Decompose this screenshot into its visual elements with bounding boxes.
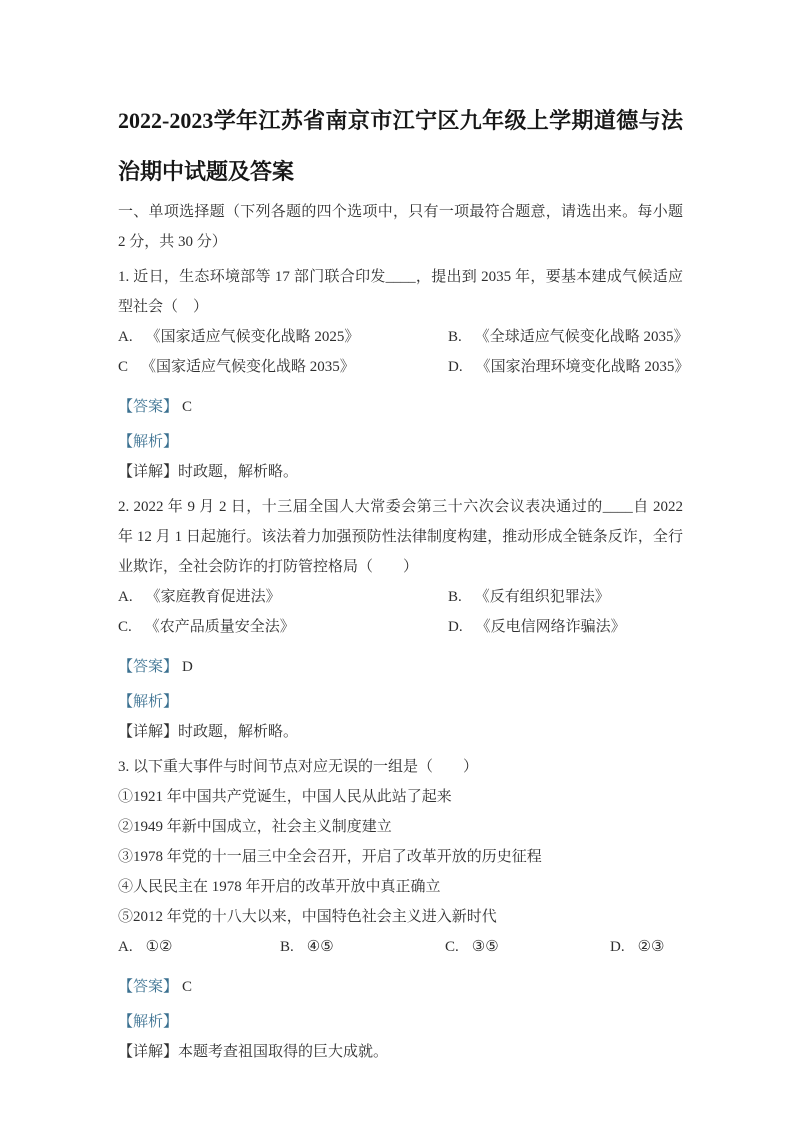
option-a [118, 582, 448, 612]
options-row [118, 932, 683, 962]
option-text: 《反电信网络诈骗法》 [475, 619, 626, 635]
option-text: 《农产品质量安全法》 [144, 619, 295, 635]
analysis-line [118, 687, 683, 717]
analysis-label: 【解析】 [118, 694, 179, 710]
analysis-line [118, 427, 683, 457]
statement-item-5: ⑤2012 年党的十八大以来，中国特色社会主义进入新时代 [118, 909, 497, 925]
analysis-label: 【解析】 [118, 434, 179, 450]
option-c [445, 932, 610, 962]
page-title: 2022-2023学年江苏省南京市江宁区九年级上学期道德与法治期中试题及答案 [118, 108, 683, 184]
option-key: A. [118, 589, 133, 605]
option-c [118, 612, 448, 642]
answer-value: C [182, 399, 193, 415]
option-c [118, 352, 448, 382]
detail-line [118, 1037, 683, 1067]
option-d [610, 932, 683, 962]
detail-label: 【详解】 [118, 1044, 179, 1060]
section-intro: 一、单项选择题（下列各题的四个选项中，只有一项最符合题意，请选出来。每小题 2 分，共 30 分） [118, 204, 683, 250]
question-stem: 3. 以下重大事件与时间节点对应无误的一组是（ ） [118, 759, 479, 775]
option-text: ③⑤ [471, 939, 499, 955]
option-text: 《反有组织犯罪法》 [474, 589, 610, 605]
detail-text: 本题考查祖国取得的巨大成就。 [178, 1044, 389, 1060]
detail-line [118, 457, 683, 487]
options-grid [118, 582, 683, 642]
question-stem: 2. 2022 年 9 月 2 日，十三届全国人大常委会第三十六次会议表决通过的____自 2022 年 12 月 1 日起施行。该法着力加强预防性法律制度构建，推动形成全链条反诈，全行业欺诈，全社会防诈的打防管控格局（ ） [118, 499, 683, 575]
analysis-line [118, 1007, 683, 1037]
question-2 [118, 492, 683, 747]
detail-text: 时政题，解析略。 [178, 464, 299, 480]
option-key: D. [448, 619, 463, 635]
detail-text: 时政题，解析略。 [178, 724, 299, 740]
analysis-label: 【解析】 [118, 1014, 179, 1030]
option-text: 《国家适应气候变化战略 2025》 [145, 329, 360, 345]
question-3 [118, 752, 683, 1067]
option-a [118, 322, 448, 352]
option-b [280, 932, 445, 962]
option-text: 《国家适应气候变化战略 2035》 [141, 359, 355, 375]
option-text: 《国家治理环境变化战略 2035》 [475, 359, 690, 375]
statement-item-4: ④人民民主在 1978 年开启的改革开放中真正确立 [118, 879, 441, 895]
option-key: C. [445, 939, 459, 955]
detail-label: 【详解】 [118, 464, 179, 480]
option-key: B. [448, 329, 462, 345]
option-b [448, 322, 689, 352]
option-text: ④⑤ [306, 939, 334, 955]
answer-label: 【答案】 [118, 979, 179, 995]
option-a [118, 932, 280, 962]
answer-line [118, 652, 683, 682]
answer-line [118, 972, 683, 1002]
question-stem: 1. 近日，生态环境部等 17 部门联合印发____，提出到 2035 年，要基本建成气候适应型社会（ ） [118, 269, 683, 315]
options-grid [118, 322, 690, 382]
answer-value: D [182, 659, 193, 675]
detail-label: 【详解】 [118, 724, 179, 740]
statement-item-2: ②1949 年新中国成立，社会主义制度建立 [118, 819, 392, 835]
option-d [448, 612, 683, 642]
option-key: D. [610, 939, 625, 955]
option-key: A. [118, 939, 133, 955]
option-text: 《家庭教育促进法》 [145, 589, 281, 605]
option-key: C. [118, 619, 132, 635]
answer-label: 【答案】 [118, 659, 179, 675]
option-text: ②③ [637, 939, 665, 955]
detail-line [118, 717, 683, 747]
option-d [448, 352, 689, 382]
option-text: 《全球适应气候变化战略 2035》 [474, 329, 689, 345]
statement-item-1: ①1921 年中国共产党诞生，中国人民从此站了起来 [118, 789, 452, 805]
answer-label: 【答案】 [118, 399, 179, 415]
option-key: B. [448, 589, 462, 605]
answer-line [118, 392, 683, 422]
option-b [448, 582, 683, 612]
option-key: D. [448, 359, 463, 375]
question-1 [118, 262, 690, 487]
option-key: B. [280, 939, 294, 955]
statement-item-3: ③1978 年党的十一届三中全会召开，开启了改革开放的历史征程 [118, 849, 542, 865]
option-key: C [118, 359, 129, 375]
option-key: A. [118, 329, 133, 345]
option-text: ①② [145, 939, 173, 955]
answer-value: C [182, 979, 193, 995]
